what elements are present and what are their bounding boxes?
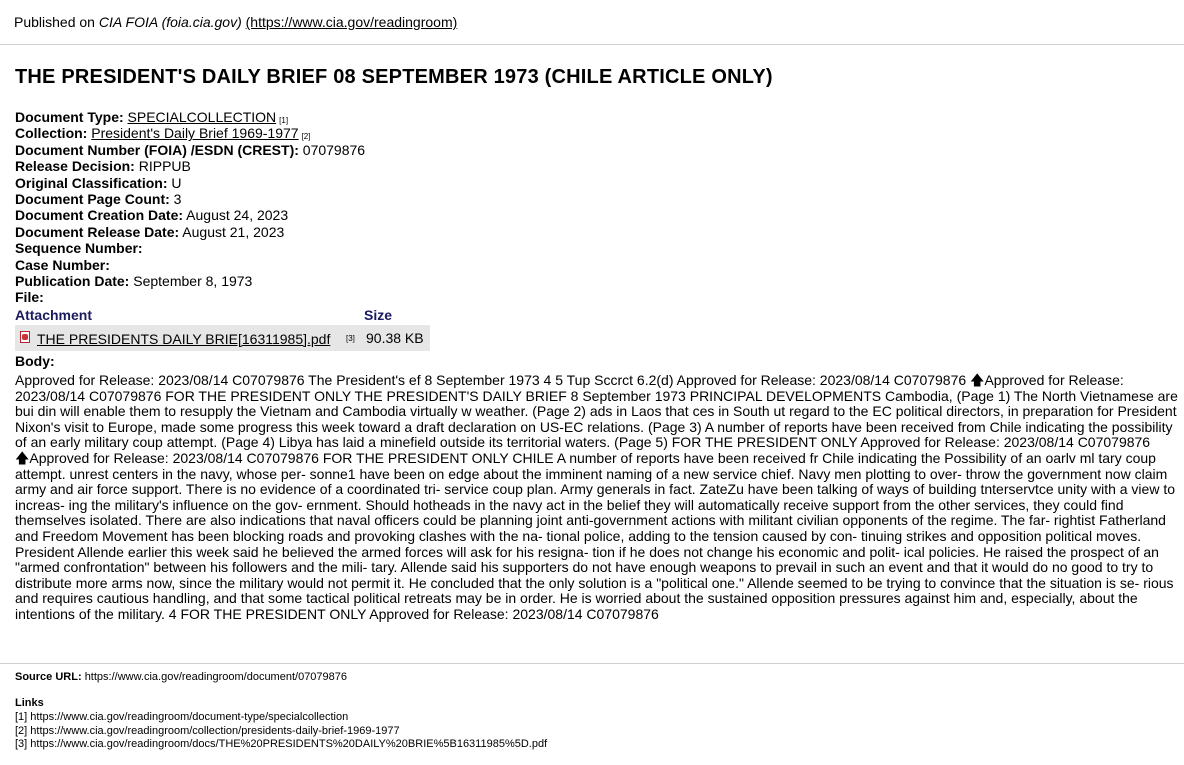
- meta-label: Document Number (FOIA) /ESDN (CREST):: [15, 141, 299, 158]
- collection-link[interactable]: President's Daily Brief 1969-1977: [91, 125, 299, 142]
- meta-file: [15, 289, 1115, 305]
- meta-label: Collection:: [15, 125, 88, 142]
- source-url: https://www.cia.gov/readingroom/document/07079876: [84, 671, 348, 683]
- meta-label: Document Page Count:: [15, 190, 170, 207]
- meta-label: Original Classification:: [15, 174, 168, 191]
- meta-label: Case Number:: [15, 256, 110, 273]
- meta-page-count: [15, 191, 1115, 207]
- meta-value: August 24, 2023: [186, 207, 289, 224]
- source-url-label: Source URL:: [15, 671, 82, 683]
- meta-label: Document Release Date:: [15, 223, 180, 240]
- link-item: [2] https://www.cia.gov/readingroom/collection/presidents-daily-brief-1969-1977: [15, 724, 400, 737]
- meta-sequence-number: [15, 240, 1115, 256]
- meta-label: Document Type:: [15, 109, 124, 125]
- published-on-line: [14, 14, 457, 30]
- attachment-column-header: Attachment: [15, 307, 93, 323]
- link-item: [1] https://www.cia.gov/readingroom/document-type/specialcollection: [15, 711, 349, 723]
- body-label: Body:: [15, 353, 55, 369]
- site-name: CIA FOIA (foia.cia.gov): [98, 14, 242, 30]
- links-list: [15, 711, 547, 752]
- meta-value: August 21, 2023: [182, 223, 285, 240]
- meta-label: Publication Date:: [15, 272, 130, 289]
- meta-label: Release Decision:: [15, 158, 135, 175]
- site-link[interactable]: (https://www.cia.gov/readingroom): [245, 14, 458, 30]
- published-on-label: Published on: [14, 14, 95, 30]
- attachment-link[interactable]: THE PRESIDENTS DAILY BRIE[16311985].pdf: [37, 331, 331, 347]
- meta-label: File:: [15, 289, 44, 306]
- metadata-list: [15, 109, 1115, 306]
- attachment-size: 90.38 KB: [366, 330, 424, 346]
- meta-value: RIPPUB: [138, 158, 191, 175]
- header-divider: [0, 44, 1184, 45]
- meta-value: U: [171, 174, 182, 191]
- attachment-row: [15, 325, 430, 351]
- meta-case-number: [15, 257, 1115, 273]
- meta-collection: [15, 125, 1115, 141]
- links-label: Links: [15, 697, 44, 709]
- meta-label: Document Creation Date:: [15, 207, 184, 224]
- page-title: THE PRESIDENT'S DAILY BRIEF 08 SEPTEMBER 1973 (CHILE ARTICLE ONLY): [15, 66, 773, 88]
- meta-document-type: [15, 109, 1115, 125]
- meta-creation-date: [15, 207, 1115, 223]
- link-item: [3] https://www.cia.gov/readingroom/docs/THE%20PRESIDENTS%20DAILY%20BRIE%5B16311985%5D.pdf: [15, 738, 548, 750]
- footer-divider: [0, 663, 1184, 664]
- document-type-link[interactable]: SPECIALCOLLECTION: [127, 109, 277, 125]
- meta-value: 3: [173, 190, 182, 207]
- meta-value: September 8, 1973: [133, 272, 253, 289]
- ref-marker: [1]: [279, 116, 289, 125]
- meta-release-date: [15, 224, 1115, 240]
- meta-original-classification: [15, 175, 1115, 191]
- ref-marker: [3]: [346, 334, 355, 343]
- meta-label: Sequence Number:: [15, 240, 143, 257]
- meta-document-number: [15, 142, 1115, 158]
- meta-publication-date: [15, 273, 1115, 289]
- meta-value: 07079876: [302, 141, 366, 158]
- size-column-header: Size: [364, 307, 393, 323]
- pdf-file-icon: [20, 331, 30, 343]
- ref-marker: [2]: [301, 132, 311, 142]
- source-url-line: [15, 671, 347, 683]
- body-text: Approved for Release: 2023/08/14 C07079876 The President's ef 8 September 1973 4 5 Tup Sccrct 6.2(d) Approved for Release: 2023/08/14 C07079876 🡅Approved for Release: 2023/08/14 C07079876 FOR THE PRESIDENT ONLY THE PRESIDENT'S DAILY BRIEF 8 September 1973 PRINCIPAL DEVELOPMENTS Cambodia, (Page 1) The North Vietnamese are bui din will enable them to resupply the Vietnam and Cambodia virtually w weather. (Page 2) ads in Laos that ces in South ut regard to the EC political directors, in preparation for President Nixon's visit to Europe, made some progress this week toward a draft declaration on US-EC relations. (Page 3) A number of reports have been received from Chile indicating the possibility of an early military coup attempt. (Page 4) Libya has laid a minefield outside its territorial waters. (Page 5) FOR THE PRESIDENT ONLY Approved for Release: 2023/08/14 C07079876 🡅Approved for Release: 2023/08/14 C07079876 FOR THE PRESIDENT ONLY CHILE A number of reports have been received fr Chile indicating the Possibility of an oarlv ml tary coup attempt. unrest centers in the navy, whose per- sonne1 have been on edge about the imminent naming of a new service chief. Navy men plotting to over- throw the government now claim army and air force support. There is no evidence of a coordinated tri- service coup plan. Army generals in fact. ZateZu have been talking of ways of building tnterservtce unity with a view to increas- ing the military's influence on the gov- ernment. Should hotheads in the navy act in the belief they will automatically receive support from the other services, they could find themselves isolated. There are also indications that naval officers could be planning joint anti-government actions with militant civilian opponents of the regime. The far- rightist Fatherland and Freedom Movement has been blocking roads and provoking clashes with the na- tional police, adding to the tension caused by con- tinuing strikes and opposition political moves. President Allende earlier this week said he believed the armed forces will ask for his resigna- tion if he does not change his economic and polit- ical policies. He raised the prospect of an "armed confrontation" between his followers and the mili- tary. Allende said his supporters do not have enough weapons to prevail in such an event and that it would do no good to try to distribute more arms now, since the military would not permit it. He concluded that the only solution is a "political one." Allende seemed to be trying to convince that the situation is se- rious and requires cautious handling, and that some tactical political retreats may be in order. He is worried about the sustained opposition pressures against him and, especially, about the intentions of the military. 4 FOR THE PRESIDENT ONLY Approved for Release: 2023/08/14 C07079876: [15, 372, 1178, 622]
- meta-release-decision: [15, 158, 1115, 174]
